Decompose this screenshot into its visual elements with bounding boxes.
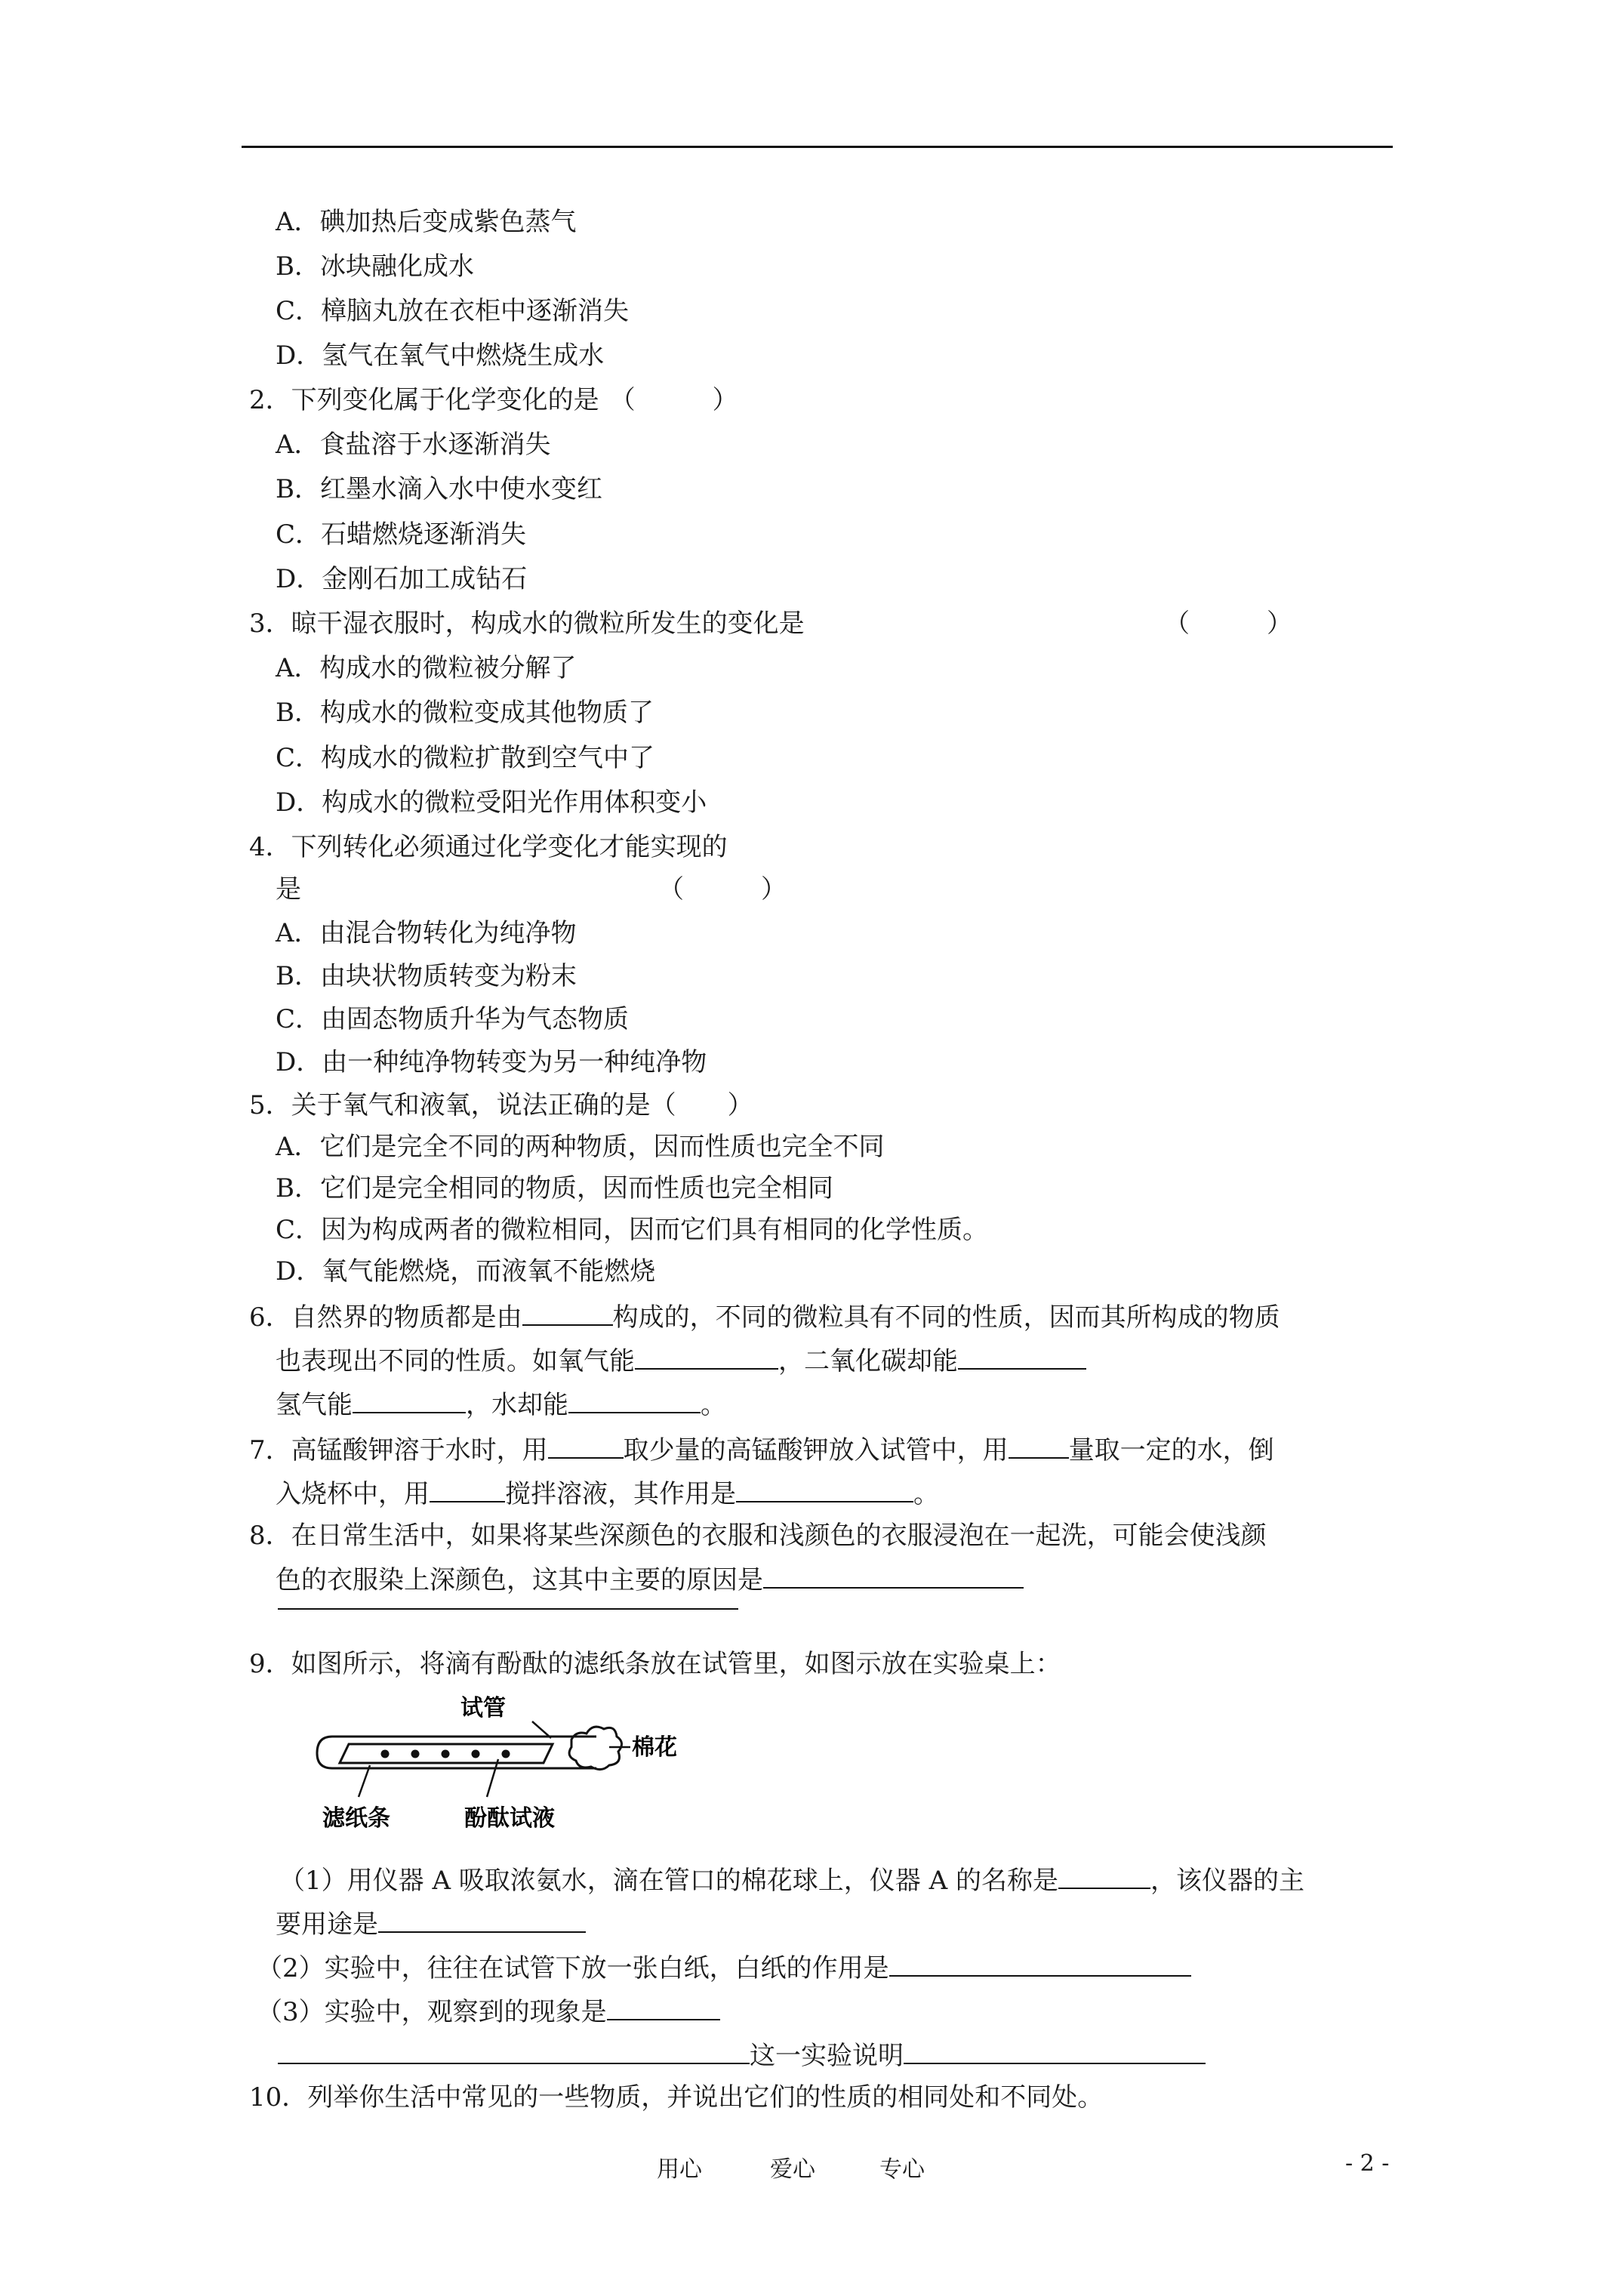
q9-sub2-line — [257, 1951, 1191, 1985]
q9-blank-instrument[interactable] — [1058, 1863, 1150, 1889]
q8-line1: 8．在日常生活中，如果将某些深颜色的衣服和浅颜色的衣服浸泡在一起洗，可能会使浅颜 — [249, 1521, 1267, 1551]
test-tube-figure — [306, 1691, 728, 1845]
q4-option-d: D．由一种纯净物转变为另一种纯净物 — [276, 1047, 707, 1077]
q1-option-c: C．樟脑丸放在衣柜中逐渐消失 — [276, 296, 630, 326]
q9-sub1-line2 — [276, 1907, 586, 1941]
q9-stem: 9．如图所示，将滴有酚酞的滤纸条放在试管里，如图示放在实验桌上： — [249, 1649, 1061, 1679]
q9-blank-phenomenon[interactable] — [607, 1995, 720, 2020]
q7-text-4: 入烧杯中，用 — [276, 1479, 430, 1509]
q9-sub1-text-1: （1）用仪器 A 吸取浓氨水，滴在管口的棉花球上，仪器 A 的名称是 — [279, 1866, 1058, 1896]
q6-blank-hydrogen[interactable] — [353, 1388, 466, 1413]
q2-stem — [249, 384, 738, 417]
q9-blank-white-paper[interactable] — [889, 1951, 1191, 1977]
q6-text-2: 构成的，不同的微粒具有不同的性质，因而其所构成的物质 — [612, 1302, 1280, 1333]
q9-sub1-text-2: ，该仪器的主 — [1150, 1866, 1304, 1896]
footer-word-2: 爱心 — [770, 2156, 815, 2183]
phenol-dot — [411, 1750, 420, 1758]
q6-blank-oxygen[interactable] — [635, 1344, 778, 1370]
phenol-dot — [502, 1750, 510, 1758]
q8-text-2: 色的衣服染上深颜色，这其中主要的原因是 — [276, 1565, 763, 1595]
q7-blank-4[interactable] — [736, 1477, 913, 1502]
label-filter-paper: 滤纸条 — [322, 1805, 390, 1832]
footer-word-1: 用心 — [657, 2156, 702, 2183]
phenol-dot — [442, 1750, 450, 1758]
q4-stem-line2: 是 — [276, 874, 301, 905]
q3-stem: 3．晾干湿衣服时，构成水的微粒所发生的变化是 — [249, 609, 805, 639]
q10-stem: 10．列举你生活中常见的一些物质，并说出它们的性质的相同处和不同处。 — [249, 2082, 1104, 2113]
q9-sub1-text-3: 要用途是 — [276, 1909, 378, 1940]
q1-option-b: B．冰块融化成水 — [276, 251, 474, 282]
q3-option-b: B．构成水的微粒变成其他物质了 — [276, 698, 654, 728]
q7-line1 — [249, 1433, 1274, 1467]
phenol-dot — [472, 1750, 480, 1758]
leader-phenol — [487, 1759, 498, 1797]
q9-sub2-text: （2）实验中，往往在试管下放一张白纸，白纸的作用是 — [257, 1953, 889, 1983]
q9-sub3-line — [257, 1995, 720, 2029]
page-number: - 2 - — [1345, 2150, 1390, 2177]
q7-blank-3[interactable] — [430, 1477, 505, 1502]
q9-sub3-text-2: 这一实验说明 — [750, 2041, 904, 2071]
q6-line3 — [276, 1388, 726, 1422]
q6-line2 — [276, 1344, 1086, 1378]
q6-text-5: 氢气能 — [276, 1390, 353, 1420]
footer-word-3: 专心 — [879, 2156, 925, 2183]
q7-line2 — [276, 1477, 939, 1511]
q8-blank-1[interactable] — [763, 1563, 1024, 1589]
leader-paper — [359, 1765, 370, 1797]
q9-blank-conclusion[interactable] — [904, 2039, 1206, 2064]
q7-blank-1[interactable] — [548, 1433, 624, 1459]
q5-stem: 5．关于氧气和液氧，说法正确的是（ ） — [249, 1090, 753, 1120]
label-tube: 试管 — [460, 1695, 506, 1721]
cotton-ball — [569, 1727, 621, 1769]
q2-option-b: B．红墨水滴入水中使水变红 — [276, 474, 602, 504]
q5-option-d: D．氧气能燃烧，而液氧不能燃烧 — [276, 1256, 656, 1287]
q8-line2 — [276, 1563, 1024, 1597]
q7-text-3: 量取一定的水，倒 — [1068, 1435, 1274, 1465]
label-cotton: 棉花 — [632, 1734, 677, 1761]
test-tube-diagram — [306, 1691, 728, 1842]
q8-blank-2[interactable] — [278, 1608, 738, 1610]
q2-stem-text: 2．下列变化属于化学变化的是 — [249, 385, 599, 415]
q2-option-a: A．食盐溶于水逐渐消失 — [276, 430, 551, 460]
q4-option-a: A．由混合物转化为纯净物 — [276, 918, 577, 948]
q3-option-a: A．构成水的微粒被分解了 — [276, 653, 577, 683]
label-phenolphthalein: 酚酞试液 — [464, 1805, 555, 1832]
q5-option-a: A．它们是完全不同的两种物质，因而性质也完全不同 — [276, 1132, 885, 1162]
q1-option-a: A．碘加热后变成紫色蒸气 — [276, 207, 577, 237]
q6-blank-water[interactable] — [568, 1388, 701, 1413]
q7-blank-2[interactable] — [1009, 1433, 1069, 1459]
q6-text-1: 6．自然界的物质都是由 — [249, 1302, 522, 1333]
q7-text-1: 7．高锰酸钾溶于水时，用 — [249, 1435, 548, 1465]
q6-text-7: 。 — [701, 1390, 726, 1420]
q9-sub1-line1 — [279, 1863, 1304, 1897]
q4-stem-line1: 4．下列转化必须通过化学变化才能实现的 — [249, 832, 728, 862]
q3-option-d: D．构成水的微粒受阳光作用体积变小 — [276, 787, 707, 818]
q7-text-2: 取少量的高锰酸钾放入试管中，用 — [623, 1435, 1009, 1465]
q2-option-d: D．金刚石加工成钻石 — [276, 564, 528, 594]
header-rule — [242, 146, 1393, 148]
q6-blank-co2[interactable] — [958, 1344, 1086, 1370]
phenol-dot — [381, 1750, 390, 1758]
q6-text-6: ，水却能 — [466, 1390, 568, 1420]
q2-answer-paren: （ ） — [609, 385, 738, 415]
q7-text-5: 搅拌溶液，其作用是 — [505, 1479, 736, 1509]
q9-blank-use[interactable] — [378, 1907, 586, 1933]
q4-answer-paren: （ ） — [658, 874, 787, 905]
q6-blank-particles[interactable] — [522, 1300, 613, 1326]
q5-option-b: B．它们是完全相同的物质，因而性质也完全相同 — [276, 1173, 833, 1203]
q4-option-c: C．由固态物质升华为气态物质 — [276, 1004, 630, 1034]
q2-option-c: C．石蜡燃烧逐渐消失 — [276, 519, 527, 550]
q9-blank-phenomenon-2[interactable] — [278, 2039, 750, 2064]
q3-option-c: C．构成水的微粒扩散到空气中了 — [276, 743, 655, 773]
q3-answer-paren: （ ） — [1164, 609, 1292, 639]
q9-sub3-text: （3）实验中，观察到的现象是 — [257, 1997, 607, 2027]
q6-text-4: ，二氧化碳却能 — [778, 1346, 958, 1376]
q1-option-d: D．氢气在氧气中燃烧生成水 — [276, 341, 605, 371]
q7-text-6: 。 — [913, 1479, 939, 1509]
q5-option-c: C．因为构成两者的微粒相同，因而它们具有相同的化学性质。 — [276, 1215, 989, 1245]
q6-text-3: 也表现出不同的性质。如氧气能 — [276, 1346, 635, 1376]
q9-sub3-line2 — [278, 2039, 1206, 2073]
q4-option-b: B．由块状物质转变为粉末 — [276, 961, 577, 991]
q6-line1 — [249, 1300, 1280, 1334]
